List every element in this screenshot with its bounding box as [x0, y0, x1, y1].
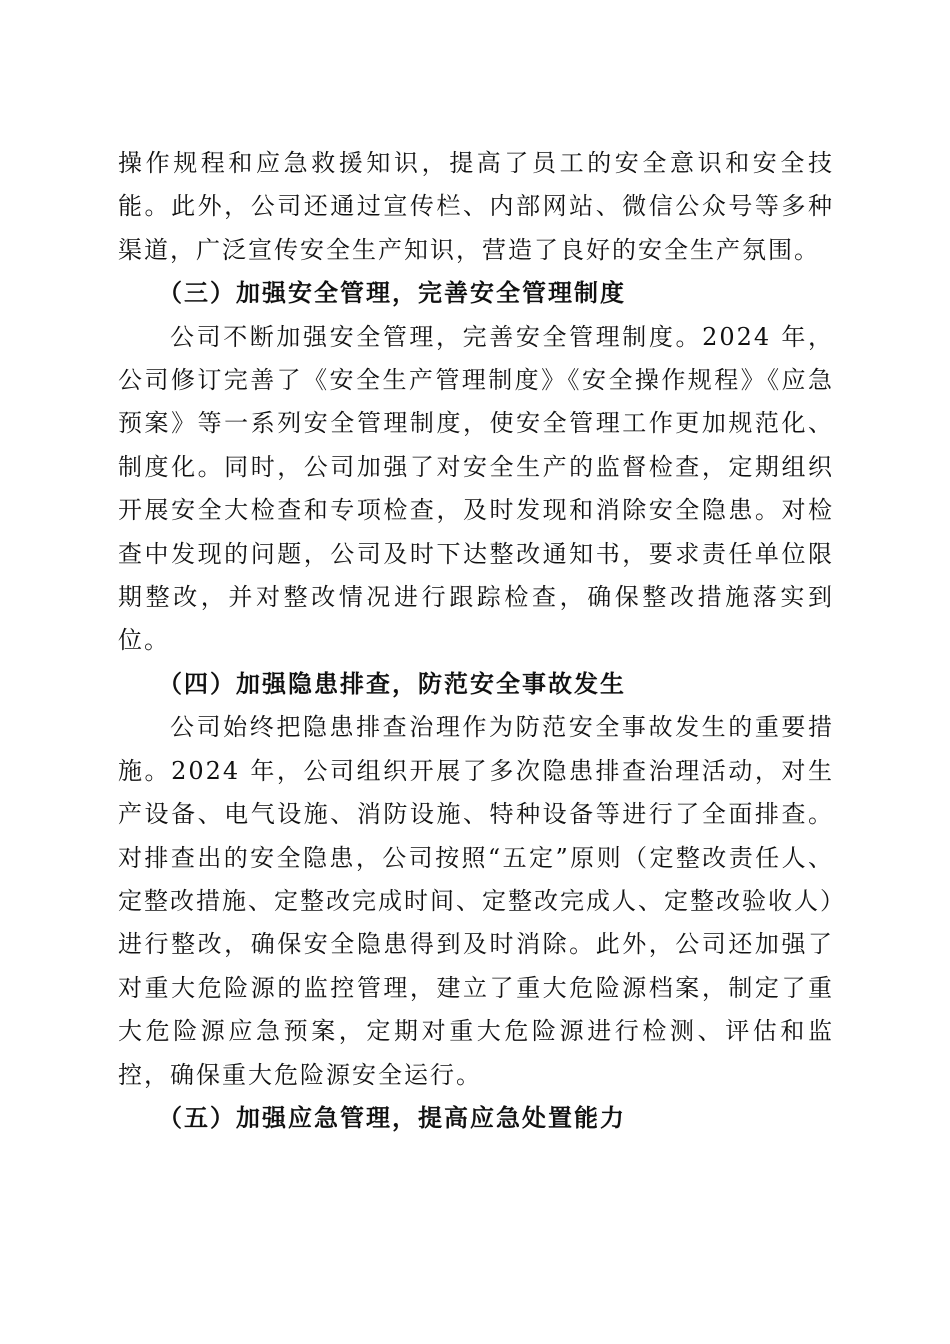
paragraph-hazard-inspection: 公司始终把隐患排查治理作为防范安全事故发生的重要措施。2024 年，公司组织开展了多次隐患排查治理活动，对生产设备、电气设施、消防设施、特种设备等进行了全面排查。对排查出的安全隐患，公司按照“五定”原则（定整改责任人、定整改措施、定整改完成时间、定整改完成人、定整改验收人）进行整改，确保安全隐患得到及时消除。此外，公司还加强了对重大危险源的监控管理，建立了重大危险源档案，制定了重大危险源应急预案，定期对重大危险源进行检测、评估和监控，确保重大危险源安全运行。: [118, 713, 834, 1089]
paragraph-training-continuation: 操作规程和应急救援知识，提高了员工的安全意识和安全技能。此外，公司还通过宣传栏、内部网站、微信公众号等多种渠道，广泛宣传安全生产知识，营造了良好的安全生产氛围。: [118, 149, 834, 264]
section-heading-4: （四）加强隐患排查，防范安全事故发生: [158, 669, 626, 698]
section-heading-3: （三）加强安全管理，完善安全管理制度: [158, 279, 626, 308]
paragraph-safety-management: 公司不断加强安全管理，完善安全管理制度。2024 年，公司修订完善了《安全生产管理制度》《安全操作规程》《应急预案》等一系列安全管理制度，使安全管理工作更加规范化、制度化。同时，公司加强了对安全生产的监督检查，定期组织开展安全大检查和专项检查，及时发现和消除安全隐患。对检查中发现的问题，公司及时下达整改通知书，要求责任单位限期整改，并对整改情况进行跟踪检查，确保整改措施落实到位。: [118, 322, 834, 655]
section-heading-5: （五）加强应急管理，提高应急处置能力: [158, 1103, 626, 1132]
document-body: [118, 142, 834, 1140]
